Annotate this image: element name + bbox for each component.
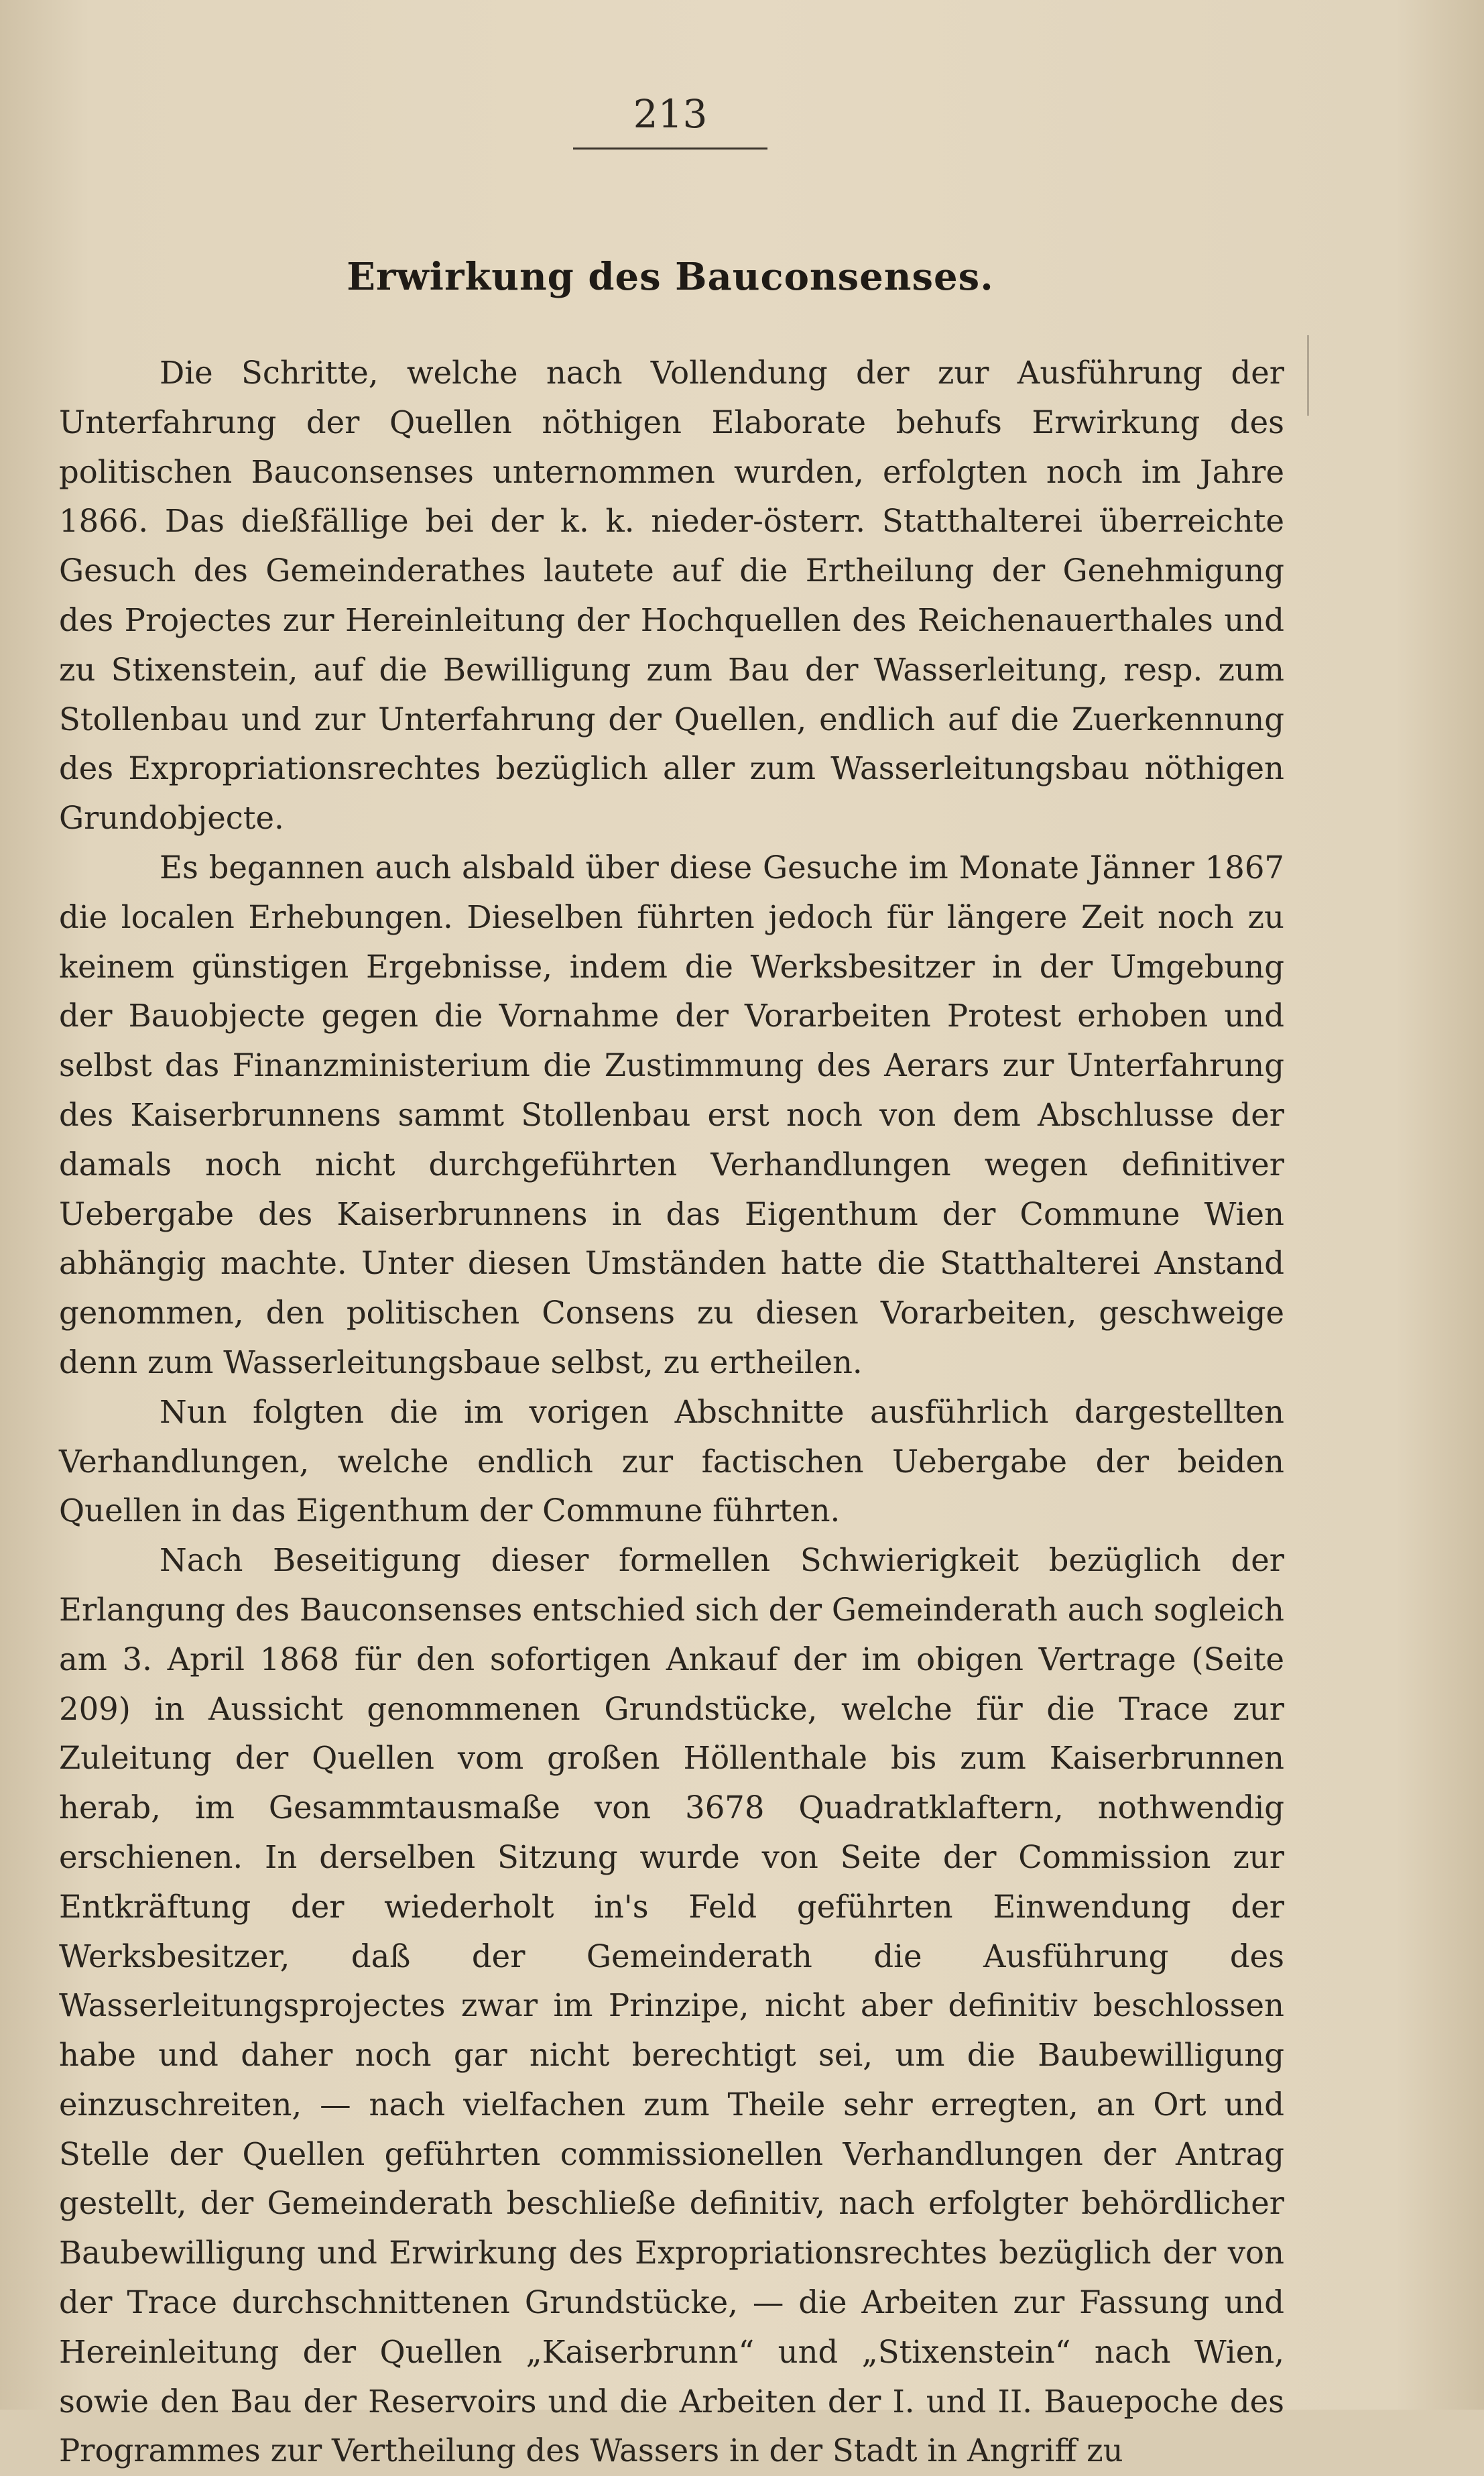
page-number: 213 xyxy=(633,91,708,137)
paragraph-4: Nach Beseitigung dieser formellen Schwierigkeit bezüglich der Erlangung des Bauconsenses entschied sich der Gemeinderath auch sogleich am 3. April 1868 für den sofortigen Ankauf der im obigen Vertrage (Seite 209) in Aussicht genommenen Grundstücke, welche für die Trace zur Zuleitung der Quellen vom großen Höllenthale bis zum Kaiserbrunnen herab, im Gesammtausmaße von 3678 Quadratklaftern, nothwendig erschienen. In derselben Sitzung wurde von Seite der Commission zur Entkräftung der wiederholt in's Feld geführten Einwendung der Werksbesitzer, daß der Gemeinderath die Ausführung des Wasserleitungsprojectes zwar im Prinzipe, nicht aber definitiv beschlossen habe und daher noch gar nicht berechtigt sei, um die Baubewilligung einzuschreiten, — nach vielfachen zum Theile sehr erregten, an Ort und Stelle der Quellen geführten commissionellen Verhandlungen der Antrag gestellt, der Gemeinderath beschließe definitiv, nach erfolgter behördlicher Baubewilligung und Erwirkung des Expropriationsrechtes bezüglich der von der Trace durchschnittenen Grundstücke, — die Arbeiten zur Fassung und Hereinleitung der Quellen „Kaiserbrunn“ und „Stixenstein“ nach Wien, sowie den Bau der Reservoirs und die Arbeiten der I. und II. Bauepoche des Programmes zur Vertheilung des Wassers in der Stadt in Angriff zu xyxy=(59,1542,1284,2469)
paragraph-1: Die Schritte, welche nach Vollendung der zur Ausführung der Unterfahrung der Quellen nöthigen Elaborate behufs Erwirkung des politischen Bauconsenses unternommen wurden, erfolgten noch im Jahre 1866. Das dießfällige bei der k. k. nieder-österr. Statthalterei überreichte Gesuch des Gemeinderathes lautete auf die Ertheilung der Genehmigung des Projectes zur Hereinleitung der Hochquellen des Reichenauerthales und zu Stixenstein, auf die Bewilligung zum Bau der Wasserleitung, resp. zum Stollenbau und zur Unterfahrung der Quellen, endlich auf die Zuerkennung des Expropriationsrechtes bezüglich aller zum Wasserleitungsbau nöthigen Grundobjecte. xyxy=(59,355,1284,837)
paragraph-2: Es begannen auch alsbald über diese Gesuche im Monate Jänner 1867 die localen Erhebungen. Dieselben führten jedoch für längere Zeit noch zu keinem günstigen Ergebnisse, indem die Werksbesitzer in der Umgebung der Bauobjecte gegen die Vornahme der Vorarbeiten Protest erhoben und selbst das Finanzministerium die Zustimmung des Aerars zur Unterfahrung des Kaiserbrunnens sammt Stollenbau erst noch von dem Abschlusse der damals noch nicht durchgeführten Verhandlungen wegen definitiver Uebergabe des Kaiserbrunnens in das Eigenthum der Commune Wien abhängig machte. Unter diesen Umständen hatte die Statthalterei Anstand genommen, den politischen Consens zu diesen Vorarbeiten, geschweige denn zum Wasserleitungsbaue selbst, zu ertheilen. xyxy=(59,849,1284,1380)
section-heading: Erwirkung des Bauconsenses. xyxy=(347,255,994,299)
body-text xyxy=(59,349,1284,2476)
page-number-rule xyxy=(573,148,767,150)
margin-mark xyxy=(1307,335,1309,416)
paragraph-3: Nun folgten die im vorigen Abschnitte ausführlich dargestellten Verhandlungen, welche endlich zur factischen Uebergabe der beiden Quellen in das Eigenthum der Commune führten. xyxy=(59,1393,1284,1529)
